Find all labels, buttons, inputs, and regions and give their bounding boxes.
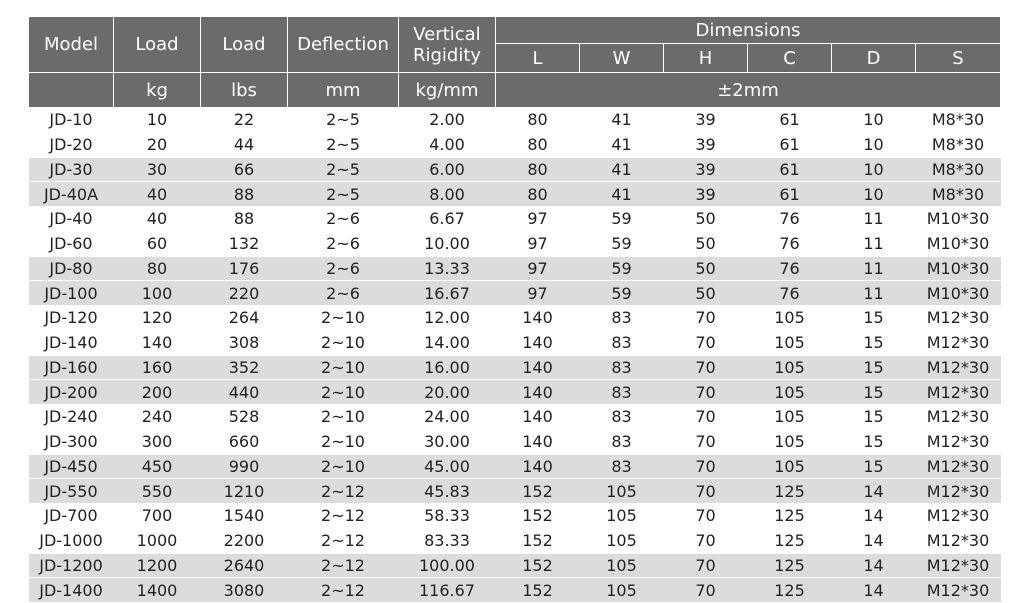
cell-load-lbs: 440 xyxy=(201,380,288,405)
cell-dim-l: 152 xyxy=(496,553,580,578)
cell-deflection: 2~10 xyxy=(288,380,399,405)
cell-load-kg: 550 xyxy=(114,479,201,504)
cell-dim-d: 14 xyxy=(832,578,916,603)
cell-model: JD-10 xyxy=(29,108,114,133)
cell-rigidity: 16.00 xyxy=(399,355,496,380)
cell-model: JD-60 xyxy=(29,231,114,256)
cell-model: JD-80 xyxy=(29,256,114,281)
cell-load-kg: 160 xyxy=(114,355,201,380)
cell-dim-l: 80 xyxy=(496,132,580,157)
unit-mm: mm xyxy=(288,73,399,108)
cell-dim-l: 80 xyxy=(496,108,580,133)
header-dim-h: H xyxy=(664,44,748,73)
cell-dim-w: 59 xyxy=(580,256,664,281)
cell-deflection: 2~12 xyxy=(288,578,399,603)
cell-dim-d: 15 xyxy=(832,355,916,380)
cell-rigidity: 13.33 xyxy=(399,256,496,281)
cell-dim-s: M10*30 xyxy=(916,207,1001,232)
spec-table xyxy=(28,16,1001,603)
cell-dim-s: M12*30 xyxy=(916,553,1001,578)
cell-dim-c: 125 xyxy=(748,578,832,603)
cell-dim-w: 83 xyxy=(580,454,664,479)
cell-rigidity: 100.00 xyxy=(399,553,496,578)
unit-tolerance: ±2mm xyxy=(496,73,1001,108)
table-row xyxy=(29,504,1001,529)
cell-model: JD-200 xyxy=(29,380,114,405)
cell-dim-c: 76 xyxy=(748,231,832,256)
cell-dim-d: 15 xyxy=(832,405,916,430)
cell-load-lbs: 990 xyxy=(201,454,288,479)
cell-model: JD-1400 xyxy=(29,578,114,603)
cell-dim-w: 83 xyxy=(580,380,664,405)
table-row xyxy=(29,355,1001,380)
cell-load-kg: 40 xyxy=(114,182,201,207)
cell-load-kg: 240 xyxy=(114,405,201,430)
cell-dim-h: 70 xyxy=(664,380,748,405)
unit-kg: kg xyxy=(114,73,201,108)
cell-rigidity: 58.33 xyxy=(399,504,496,529)
cell-dim-h: 70 xyxy=(664,330,748,355)
cell-dim-c: 125 xyxy=(748,528,832,553)
header-vertical-rigidity-line2: Rigidity xyxy=(412,44,482,66)
cell-load-lbs: 176 xyxy=(201,256,288,281)
cell-dim-l: 140 xyxy=(496,306,580,331)
table-row xyxy=(29,231,1001,256)
cell-deflection: 2~6 xyxy=(288,281,399,306)
cell-dim-l: 97 xyxy=(496,207,580,232)
unit-kg-per-mm: kg/mm xyxy=(399,73,496,108)
cell-dim-w: 105 xyxy=(580,578,664,603)
cell-dim-w: 83 xyxy=(580,330,664,355)
cell-model: JD-450 xyxy=(29,454,114,479)
cell-dim-d: 10 xyxy=(832,157,916,182)
cell-load-kg: 10 xyxy=(114,108,201,133)
cell-dim-h: 50 xyxy=(664,281,748,306)
cell-load-lbs: 1540 xyxy=(201,504,288,529)
cell-rigidity: 45.00 xyxy=(399,454,496,479)
cell-dim-c: 125 xyxy=(748,479,832,504)
cell-dim-l: 140 xyxy=(496,429,580,454)
cell-model: JD-700 xyxy=(29,504,114,529)
cell-rigidity: 24.00 xyxy=(399,405,496,430)
cell-dim-d: 15 xyxy=(832,380,916,405)
table-row xyxy=(29,553,1001,578)
cell-rigidity: 30.00 xyxy=(399,429,496,454)
cell-load-kg: 60 xyxy=(114,231,201,256)
cell-load-lbs: 1210 xyxy=(201,479,288,504)
cell-dim-s: M12*30 xyxy=(916,306,1001,331)
cell-dim-s: M12*30 xyxy=(916,528,1001,553)
table-row xyxy=(29,207,1001,232)
cell-model: JD-240 xyxy=(29,405,114,430)
cell-load-kg: 700 xyxy=(114,504,201,529)
cell-load-kg: 20 xyxy=(114,132,201,157)
cell-dim-s: M12*30 xyxy=(916,380,1001,405)
table-header xyxy=(29,17,1001,108)
cell-dim-h: 70 xyxy=(664,405,748,430)
cell-dim-s: M12*30 xyxy=(916,578,1001,603)
table-row xyxy=(29,306,1001,331)
cell-dim-c: 105 xyxy=(748,454,832,479)
cell-dim-c: 105 xyxy=(748,330,832,355)
cell-load-lbs: 132 xyxy=(201,231,288,256)
cell-model: JD-160 xyxy=(29,355,114,380)
cell-dim-w: 105 xyxy=(580,528,664,553)
cell-dim-w: 41 xyxy=(580,108,664,133)
table-row xyxy=(29,157,1001,182)
cell-dim-c: 61 xyxy=(748,182,832,207)
header-load-kg: Load xyxy=(114,17,201,73)
cell-rigidity: 4.00 xyxy=(399,132,496,157)
cell-deflection: 2~10 xyxy=(288,355,399,380)
cell-dim-c: 61 xyxy=(748,157,832,182)
cell-load-lbs: 528 xyxy=(201,405,288,430)
cell-load-lbs: 88 xyxy=(201,182,288,207)
table-row xyxy=(29,380,1001,405)
cell-dim-w: 83 xyxy=(580,355,664,380)
cell-dim-w: 105 xyxy=(580,479,664,504)
cell-dim-s: M12*30 xyxy=(916,429,1001,454)
cell-rigidity: 83.33 xyxy=(399,528,496,553)
cell-deflection: 2~12 xyxy=(288,479,399,504)
cell-dim-l: 140 xyxy=(496,405,580,430)
cell-model: JD-100 xyxy=(29,281,114,306)
cell-dim-d: 11 xyxy=(832,231,916,256)
cell-dim-s: M12*30 xyxy=(916,454,1001,479)
cell-rigidity: 20.00 xyxy=(399,380,496,405)
cell-dim-d: 10 xyxy=(832,182,916,207)
cell-dim-c: 76 xyxy=(748,207,832,232)
cell-dim-w: 59 xyxy=(580,207,664,232)
cell-dim-h: 70 xyxy=(664,454,748,479)
table-row xyxy=(29,528,1001,553)
cell-dim-s: M12*30 xyxy=(916,330,1001,355)
cell-load-lbs: 660 xyxy=(201,429,288,454)
cell-dim-l: 97 xyxy=(496,256,580,281)
cell-dim-w: 105 xyxy=(580,553,664,578)
cell-dim-c: 105 xyxy=(748,380,832,405)
header-deflection: Deflection xyxy=(288,17,399,73)
cell-dim-c: 61 xyxy=(748,108,832,133)
table-row xyxy=(29,479,1001,504)
cell-deflection: 2~5 xyxy=(288,182,399,207)
cell-deflection: 2~6 xyxy=(288,231,399,256)
cell-dim-d: 11 xyxy=(832,281,916,306)
cell-dim-h: 39 xyxy=(664,182,748,207)
cell-dim-w: 83 xyxy=(580,405,664,430)
cell-rigidity: 16.67 xyxy=(399,281,496,306)
cell-load-kg: 120 xyxy=(114,306,201,331)
cell-dim-w: 83 xyxy=(580,306,664,331)
cell-dim-h: 70 xyxy=(664,355,748,380)
cell-dim-c: 61 xyxy=(748,132,832,157)
cell-dim-c: 76 xyxy=(748,256,832,281)
cell-deflection: 2~10 xyxy=(288,306,399,331)
cell-dim-d: 15 xyxy=(832,330,916,355)
cell-dim-c: 105 xyxy=(748,306,832,331)
table-row xyxy=(29,256,1001,281)
cell-deflection: 2~12 xyxy=(288,528,399,553)
cell-load-lbs: 44 xyxy=(201,132,288,157)
cell-load-kg: 300 xyxy=(114,429,201,454)
cell-dim-c: 105 xyxy=(748,405,832,430)
cell-dim-d: 15 xyxy=(832,429,916,454)
cell-load-kg: 200 xyxy=(114,380,201,405)
cell-rigidity: 10.00 xyxy=(399,231,496,256)
header-dim-s: S xyxy=(916,44,1001,73)
cell-dim-s: M8*30 xyxy=(916,182,1001,207)
cell-load-lbs: 220 xyxy=(201,281,288,306)
cell-rigidity: 45.83 xyxy=(399,479,496,504)
cell-dim-w: 105 xyxy=(580,504,664,529)
cell-dim-h: 70 xyxy=(664,553,748,578)
cell-dim-l: 152 xyxy=(496,504,580,529)
header-dim-c: C xyxy=(748,44,832,73)
cell-dim-l: 140 xyxy=(496,454,580,479)
cell-dim-s: M10*30 xyxy=(916,256,1001,281)
cell-load-kg: 100 xyxy=(114,281,201,306)
cell-deflection: 2~12 xyxy=(288,553,399,578)
cell-dim-h: 70 xyxy=(664,528,748,553)
cell-rigidity: 8.00 xyxy=(399,182,496,207)
cell-dim-d: 15 xyxy=(832,454,916,479)
table-row xyxy=(29,405,1001,430)
header-load-lbs: Load xyxy=(201,17,288,73)
cell-dim-l: 140 xyxy=(496,355,580,380)
cell-dim-d: 10 xyxy=(832,132,916,157)
cell-dim-w: 41 xyxy=(580,132,664,157)
cell-deflection: 2~5 xyxy=(288,108,399,133)
cell-rigidity: 2.00 xyxy=(399,108,496,133)
cell-load-lbs: 3080 xyxy=(201,578,288,603)
table-row xyxy=(29,281,1001,306)
cell-rigidity: 14.00 xyxy=(399,330,496,355)
cell-dim-l: 140 xyxy=(496,330,580,355)
cell-load-lbs: 2200 xyxy=(201,528,288,553)
cell-dim-l: 152 xyxy=(496,528,580,553)
cell-rigidity: 6.67 xyxy=(399,207,496,232)
cell-dim-w: 59 xyxy=(580,231,664,256)
unit-lbs: lbs xyxy=(201,73,288,108)
cell-dim-s: M12*30 xyxy=(916,405,1001,430)
cell-load-lbs: 352 xyxy=(201,355,288,380)
table-body xyxy=(29,108,1001,603)
cell-dim-s: M12*30 xyxy=(916,504,1001,529)
cell-dim-c: 76 xyxy=(748,281,832,306)
cell-dim-d: 11 xyxy=(832,207,916,232)
table-row xyxy=(29,429,1001,454)
cell-dim-h: 70 xyxy=(664,429,748,454)
cell-dim-s: M10*30 xyxy=(916,281,1001,306)
cell-deflection: 2~10 xyxy=(288,429,399,454)
cell-dim-c: 125 xyxy=(748,504,832,529)
cell-dim-h: 50 xyxy=(664,256,748,281)
cell-model: JD-300 xyxy=(29,429,114,454)
cell-dim-l: 80 xyxy=(496,182,580,207)
header-dim-w: W xyxy=(580,44,664,73)
cell-dim-h: 39 xyxy=(664,108,748,133)
cell-dim-h: 50 xyxy=(664,207,748,232)
table-row xyxy=(29,108,1001,133)
cell-dim-d: 14 xyxy=(832,479,916,504)
cell-deflection: 2~10 xyxy=(288,330,399,355)
cell-dim-s: M8*30 xyxy=(916,108,1001,133)
cell-model: JD-120 xyxy=(29,306,114,331)
table-row xyxy=(29,182,1001,207)
cell-dim-s: M12*30 xyxy=(916,479,1001,504)
cell-model: JD-140 xyxy=(29,330,114,355)
cell-model: JD-550 xyxy=(29,479,114,504)
cell-deflection: 2~10 xyxy=(288,454,399,479)
cell-dim-h: 39 xyxy=(664,132,748,157)
cell-dim-c: 105 xyxy=(748,355,832,380)
cell-dim-w: 41 xyxy=(580,182,664,207)
cell-dim-d: 14 xyxy=(832,553,916,578)
cell-dim-l: 97 xyxy=(496,231,580,256)
cell-rigidity: 6.00 xyxy=(399,157,496,182)
cell-dim-d: 14 xyxy=(832,504,916,529)
header-dim-d: D xyxy=(832,44,916,73)
cell-deflection: 2~12 xyxy=(288,504,399,529)
cell-load-kg: 80 xyxy=(114,256,201,281)
table-row xyxy=(29,578,1001,603)
cell-load-lbs: 264 xyxy=(201,306,288,331)
cell-load-kg: 30 xyxy=(114,157,201,182)
cell-dim-d: 14 xyxy=(832,528,916,553)
header-vertical-rigidity-line1: Vertical xyxy=(413,23,481,45)
cell-deflection: 2~10 xyxy=(288,405,399,430)
cell-load-kg: 1400 xyxy=(114,578,201,603)
cell-load-lbs: 88 xyxy=(201,207,288,232)
cell-load-lbs: 2640 xyxy=(201,553,288,578)
cell-model: JD-30 xyxy=(29,157,114,182)
header-dimensions: Dimensions xyxy=(496,17,1001,44)
cell-load-kg: 1200 xyxy=(114,553,201,578)
cell-rigidity: 116.67 xyxy=(399,578,496,603)
cell-dim-l: 97 xyxy=(496,281,580,306)
header-dim-l: L xyxy=(496,44,580,73)
cell-dim-h: 70 xyxy=(664,504,748,529)
header-vertical-rigidity xyxy=(399,17,496,73)
cell-dim-h: 39 xyxy=(664,157,748,182)
cell-dim-h: 70 xyxy=(664,479,748,504)
cell-deflection: 2~5 xyxy=(288,132,399,157)
cell-dim-d: 11 xyxy=(832,256,916,281)
cell-model: JD-20 xyxy=(29,132,114,157)
cell-model: JD-1000 xyxy=(29,528,114,553)
unit-model-blank xyxy=(29,73,114,108)
cell-load-kg: 40 xyxy=(114,207,201,232)
header-model: Model xyxy=(29,17,114,73)
cell-model: JD-40A xyxy=(29,182,114,207)
cell-dim-s: M8*30 xyxy=(916,157,1001,182)
cell-load-kg: 450 xyxy=(114,454,201,479)
cell-dim-c: 105 xyxy=(748,429,832,454)
cell-dim-w: 41 xyxy=(580,157,664,182)
cell-model: JD-40 xyxy=(29,207,114,232)
cell-deflection: 2~5 xyxy=(288,157,399,182)
cell-deflection: 2~6 xyxy=(288,207,399,232)
cell-deflection: 2~6 xyxy=(288,256,399,281)
cell-dim-s: M12*30 xyxy=(916,355,1001,380)
cell-rigidity: 12.00 xyxy=(399,306,496,331)
cell-dim-w: 83 xyxy=(580,429,664,454)
cell-dim-h: 70 xyxy=(664,306,748,331)
cell-dim-s: M10*30 xyxy=(916,231,1001,256)
cell-dim-h: 70 xyxy=(664,578,748,603)
cell-dim-l: 152 xyxy=(496,578,580,603)
cell-load-lbs: 308 xyxy=(201,330,288,355)
cell-dim-l: 152 xyxy=(496,479,580,504)
spec-table-container xyxy=(28,16,1000,603)
table-row xyxy=(29,330,1001,355)
table-row xyxy=(29,132,1001,157)
cell-load-lbs: 66 xyxy=(201,157,288,182)
cell-dim-s: M8*30 xyxy=(916,132,1001,157)
cell-dim-l: 140 xyxy=(496,380,580,405)
cell-dim-d: 10 xyxy=(832,108,916,133)
cell-load-kg: 140 xyxy=(114,330,201,355)
cell-load-lbs: 22 xyxy=(201,108,288,133)
cell-dim-h: 50 xyxy=(664,231,748,256)
cell-load-kg: 1000 xyxy=(114,528,201,553)
cell-dim-c: 125 xyxy=(748,553,832,578)
cell-model: JD-1200 xyxy=(29,553,114,578)
cell-dim-d: 15 xyxy=(832,306,916,331)
cell-dim-w: 59 xyxy=(580,281,664,306)
table-row xyxy=(29,454,1001,479)
cell-dim-l: 80 xyxy=(496,157,580,182)
